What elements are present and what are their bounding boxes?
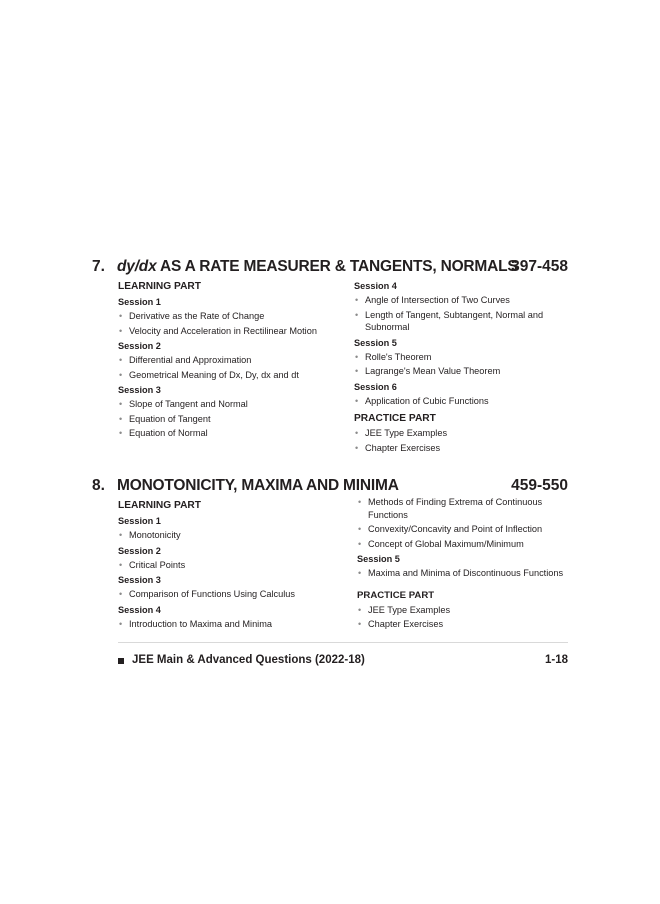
list-item: • Derivative as the Rate of Change [118, 310, 348, 323]
chapter-7-pages: 397-458 [511, 258, 568, 275]
list-item: • Monotonicity [118, 529, 348, 542]
session-heading: Session 3 [118, 385, 161, 395]
list-item: • Lagrange's Mean Value Theorem [354, 365, 568, 378]
practice-list [357, 604, 568, 631]
list-item: • Introduction to Maxima and Minima [118, 618, 348, 631]
chapter-8-learning-part: LEARNING PART [118, 500, 202, 511]
chapter-7-title [117, 258, 518, 276]
chapter-7-practice-part: PRACTICE PART [354, 413, 436, 424]
session-heading: Session 5 [357, 554, 400, 564]
square-bullet-icon [118, 658, 124, 664]
chapter-7-title-rest: AS A RATE MEASURER & TANGENTS, NORMALS [156, 258, 518, 275]
session-heading: Session 3 [118, 575, 161, 585]
session-heading: Session 1 [118, 516, 161, 526]
chapter-8-right-column [357, 496, 568, 633]
list-item: • Convexity/Concavity and Point of Inflection [357, 523, 568, 536]
list-item: • Application of Cubic Functions [354, 395, 568, 408]
session-list [354, 294, 568, 334]
chapter-7-right-column [354, 280, 568, 456]
list-item: • Geometrical Meaning of Dx, Dy, dx and dt [118, 369, 348, 382]
chapter-7-number: 7. [92, 258, 105, 275]
jee-questions-row [118, 654, 568, 670]
session-list [118, 529, 348, 542]
continued-list [357, 496, 568, 550]
list-item: • Chapter Exercises [354, 442, 568, 455]
list-item: • Chapter Exercises [357, 618, 568, 631]
session-list [354, 351, 568, 378]
list-item: • Comparison of Functions Using Calculus [118, 588, 348, 601]
list-item: • Angle of Intersection of Two Curves [354, 294, 568, 307]
list-item: • Methods of Finding Extrema of Continuous Functions [357, 496, 568, 521]
chapter-8-title: MONOTONICITY, MAXIMA AND MINIMA [117, 477, 399, 494]
chapter-7-header [92, 258, 568, 280]
list-item: • Maxima and Minima of Discontinuous Functions [357, 567, 568, 580]
list-item: • Equation of Tangent [118, 413, 348, 426]
session-heading: Session 5 [354, 337, 397, 348]
chapter-7 [92, 258, 568, 453]
chapter-8-left-column [118, 499, 348, 632]
session-heading: Session 6 [354, 381, 397, 392]
session-list [118, 310, 348, 337]
session-list [354, 395, 568, 408]
session-list [118, 618, 348, 631]
list-item: • JEE Type Examples [354, 427, 568, 440]
practice-list [354, 427, 568, 454]
chapter-7-learning-part: LEARNING PART [118, 281, 202, 292]
chapter-8-number: 8. [92, 477, 105, 494]
session-heading: Session 2 [118, 545, 161, 556]
session-list [118, 398, 348, 440]
list-item: • Differential and Approximation [118, 354, 348, 367]
list-item: • Velocity and Acceleration in Rectilinear Motion [118, 325, 348, 338]
list-item: • Slope of Tangent and Normal [118, 398, 348, 411]
section-divider [118, 642, 568, 643]
jee-questions-label: JEE Main & Advanced Questions (2022-18) [132, 654, 365, 666]
session-heading: Session 4 [354, 281, 397, 291]
session-heading: Session 2 [118, 341, 161, 351]
chapter-7-left-column [118, 280, 348, 442]
session-list [118, 588, 348, 601]
list-item: • Concept of Global Maximum/Minimum [357, 538, 568, 551]
chapter-8 [92, 477, 568, 629]
chapter-8-practice-part: PRACTICE PART [357, 589, 435, 601]
list-item: • Rolle's Theorem [354, 351, 568, 364]
list-item: • Length of Tangent, Subtangent, Normal and Subnormal [354, 309, 568, 334]
session-heading: Session 4 [118, 604, 161, 615]
chapter-7-title-italic: dy/dx [117, 258, 157, 275]
jee-questions-pages: 1-18 [544, 654, 568, 666]
list-item: • Critical Points [118, 559, 348, 572]
session-heading: Session 1 [118, 297, 161, 307]
session-list [118, 559, 348, 572]
list-item: • JEE Type Examples [357, 604, 568, 617]
session-list [118, 354, 348, 381]
chapter-8-pages: 459-550 [511, 477, 568, 494]
list-item: • Equation of Normal [118, 427, 348, 440]
session-list [357, 567, 568, 580]
